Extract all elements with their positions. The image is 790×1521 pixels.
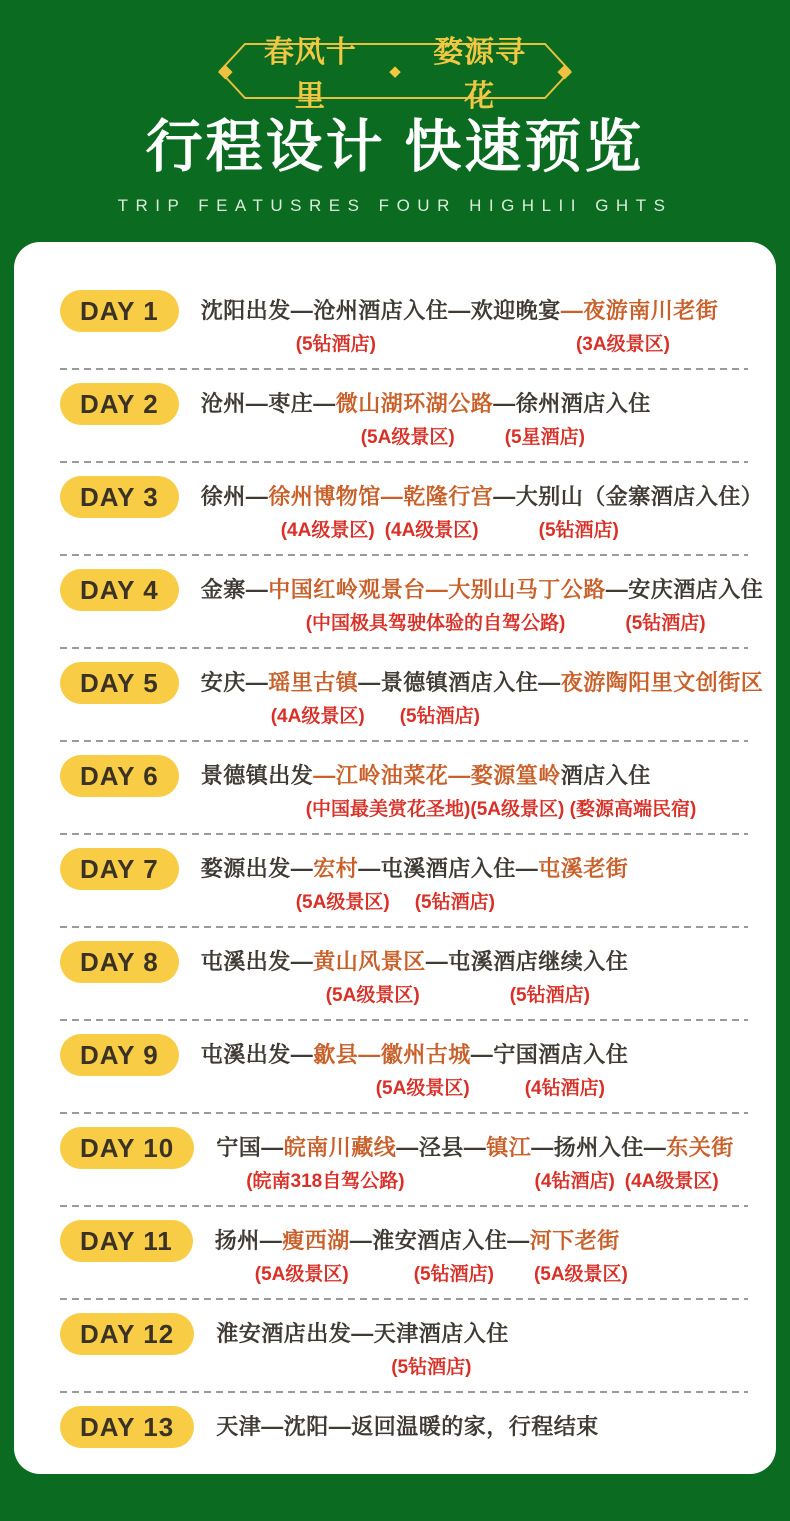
route-text: —淮安酒店入住— bbox=[349, 1227, 530, 1253]
day-11-pill: DAY 11 bbox=[60, 1220, 193, 1262]
day-9-pill: DAY 9 bbox=[60, 1034, 179, 1076]
day-6-pill: DAY 6 bbox=[60, 755, 179, 797]
day-7-content bbox=[201, 848, 748, 915]
itinerary-row-day-9 bbox=[60, 1034, 748, 1101]
route-line bbox=[201, 755, 748, 797]
note-label: (4A级景区) bbox=[384, 519, 479, 541]
note-line bbox=[201, 984, 748, 1008]
route-highlight: 夜游陶阳里文创街区 bbox=[560, 669, 764, 695]
page-title: 行程设计 快速预览 bbox=[145, 115, 645, 179]
note-label: (5钻酒店) bbox=[414, 891, 495, 913]
divider bbox=[60, 833, 748, 835]
page-subtitle: TRIP FEATUSRES FOUR HIGHLII GHTS bbox=[117, 195, 673, 215]
route-text: 婺源出发— bbox=[200, 855, 314, 881]
itinerary-row-day-10 bbox=[60, 1127, 748, 1194]
divider bbox=[60, 647, 748, 649]
route-highlight: 东关街 bbox=[666, 1134, 734, 1160]
diamond-separator-icon: ◆ bbox=[389, 63, 401, 80]
itinerary-row-day-6 bbox=[60, 755, 748, 822]
route-text: 景德镇出发 bbox=[200, 762, 314, 788]
note-label: (5钻酒店) bbox=[295, 333, 376, 355]
day-6-content bbox=[201, 755, 748, 822]
route-line bbox=[201, 1034, 748, 1076]
day-1-content bbox=[201, 290, 748, 357]
itinerary-row-day-3 bbox=[60, 476, 764, 543]
note-line bbox=[201, 612, 748, 636]
route-text: 沈阳出发—沧州酒店入住—欢迎晚宴 bbox=[200, 297, 561, 323]
day-10-pill: DAY 10 bbox=[60, 1127, 194, 1169]
route-text: 酒店入住 bbox=[560, 762, 651, 788]
route-text: —宁国酒店入住 bbox=[470, 1041, 629, 1067]
note-label: (5钻酒店) bbox=[538, 519, 619, 541]
itinerary-row-day-1 bbox=[60, 290, 748, 357]
note-label: (5A级景区) bbox=[295, 891, 390, 913]
day-4-content bbox=[200, 569, 764, 636]
day-2-content bbox=[201, 383, 748, 450]
note-label: (5钻酒店) bbox=[625, 612, 706, 634]
divider bbox=[60, 1205, 748, 1207]
note-label: (皖南318自驾公路) bbox=[246, 1170, 405, 1192]
route-highlight: 镇江 bbox=[486, 1134, 532, 1160]
day-9-content bbox=[201, 1034, 748, 1101]
route-text: 屯溪出发— bbox=[200, 948, 314, 974]
day-8-pill: DAY 8 bbox=[60, 941, 179, 983]
day-3-pill: DAY 3 bbox=[60, 476, 179, 518]
note-label: (5钻酒店) bbox=[413, 1263, 494, 1285]
route-text: 淮安酒店出发—天津酒店入住 bbox=[216, 1320, 509, 1346]
route-highlight: 宏村 bbox=[313, 855, 359, 881]
note-label: (5星酒店) bbox=[504, 426, 585, 448]
itinerary-row-day-2 bbox=[60, 383, 748, 450]
note-line bbox=[201, 891, 748, 915]
note-label: (4A级景区) bbox=[624, 1170, 719, 1192]
route-line bbox=[215, 1220, 748, 1262]
note-label: (4钻酒店) bbox=[534, 1170, 615, 1192]
note-line bbox=[215, 1263, 748, 1287]
day-1-pill: DAY 1 bbox=[60, 290, 179, 332]
itinerary-row-day-5 bbox=[60, 662, 764, 729]
route-highlight: 微山湖环湖公路 bbox=[335, 390, 494, 416]
route-text: 沧州—枣庄— bbox=[200, 390, 336, 416]
route-highlight: 中国红岭观景台—大别山马丁公路 bbox=[268, 576, 606, 602]
route-line bbox=[216, 1127, 748, 1169]
note-label: (5钻酒店) bbox=[509, 984, 590, 1006]
diamond-icon: ◆ bbox=[218, 60, 233, 82]
day-11-content bbox=[215, 1220, 748, 1287]
day-5-content bbox=[200, 662, 764, 729]
note-label: (5A级景区) bbox=[325, 984, 420, 1006]
itinerary-row-day-7 bbox=[60, 848, 748, 915]
day-12-content bbox=[216, 1313, 748, 1380]
day-5-pill: DAY 5 bbox=[60, 662, 179, 704]
badge-title-left: 春风十里 bbox=[263, 36, 357, 113]
note-label: (4A级景区) bbox=[280, 519, 375, 541]
badge-title-right: 婺源寻花 bbox=[433, 36, 527, 113]
day-12-pill: DAY 12 bbox=[60, 1313, 194, 1355]
day-8-content bbox=[201, 941, 748, 1008]
day-3-content bbox=[200, 476, 764, 543]
itinerary-row-day-8 bbox=[60, 941, 748, 1008]
note-label: (中国最美赏花圣地)(5A级景区) (婺源高端民宿) bbox=[305, 798, 697, 820]
route-line bbox=[216, 1313, 748, 1355]
note-label: (5A级景区) bbox=[360, 426, 455, 448]
day-13-content bbox=[216, 1406, 748, 1448]
itinerary-row-day-4 bbox=[60, 569, 764, 636]
route-text: —泾县— bbox=[396, 1134, 487, 1160]
note-line bbox=[201, 333, 748, 357]
poster-header bbox=[0, 0, 790, 216]
route-line bbox=[201, 290, 748, 332]
day-4-pill: DAY 4 bbox=[60, 569, 179, 611]
route-text: 徐州— bbox=[200, 483, 269, 509]
divider bbox=[60, 926, 748, 928]
note-label: (5钻酒店) bbox=[391, 1356, 472, 1378]
route-line bbox=[216, 1406, 748, 1448]
note-label: (5A级景区) bbox=[254, 1263, 349, 1285]
note-label: (3A级景区) bbox=[575, 333, 670, 355]
route-highlight: 瑶里古镇 bbox=[268, 669, 359, 695]
divider bbox=[60, 368, 748, 370]
day-13-pill: DAY 13 bbox=[60, 1406, 194, 1448]
route-text: —屯溪酒店继续入住 bbox=[425, 948, 629, 974]
day-7-pill: DAY 7 bbox=[60, 848, 179, 890]
route-highlight: 黄山风景区 bbox=[313, 948, 426, 974]
itinerary-row-day-12 bbox=[60, 1313, 748, 1380]
note-line bbox=[201, 798, 748, 822]
divider bbox=[60, 554, 748, 556]
divider bbox=[60, 461, 748, 463]
route-line bbox=[200, 476, 764, 518]
route-text: 扬州— bbox=[214, 1227, 283, 1253]
route-text: —景德镇酒店入住— bbox=[358, 669, 561, 695]
route-highlight: —夜游南川老街 bbox=[560, 297, 719, 323]
divider bbox=[60, 1019, 748, 1021]
route-text: —徐州酒店入住 bbox=[493, 390, 651, 416]
itinerary-row-day-13 bbox=[60, 1406, 748, 1448]
route-highlight: 徐州博物馆—乾隆行宫 bbox=[268, 483, 494, 509]
route-line bbox=[200, 662, 764, 704]
route-text: —屯溪酒店入住— bbox=[358, 855, 539, 881]
route-line bbox=[200, 569, 764, 611]
route-text: 屯溪出发— bbox=[200, 1041, 314, 1067]
route-line bbox=[201, 848, 748, 890]
route-highlight: 皖南川藏线 bbox=[283, 1134, 397, 1160]
note-label: (中国极具驾驶体验的自驾公路) bbox=[305, 612, 566, 634]
route-highlight: —江岭油菜花—婺源篁岭 bbox=[313, 762, 561, 788]
note-label: (4A级景区) bbox=[270, 705, 365, 727]
route-highlight: 屯溪老街 bbox=[538, 855, 629, 881]
divider bbox=[60, 1391, 748, 1393]
note-label: (5钻酒店) bbox=[399, 705, 480, 727]
note-line bbox=[216, 1170, 748, 1194]
itinerary-card bbox=[14, 242, 776, 1474]
itinerary-row-day-11 bbox=[60, 1220, 748, 1287]
note-label: (5A级景区) bbox=[375, 1077, 470, 1099]
event-badge bbox=[218, 36, 572, 113]
divider bbox=[60, 1298, 748, 1300]
route-text: 天津—沈阳—返回温暖的家，行程结束 bbox=[216, 1413, 599, 1439]
route-text: 金寨— bbox=[200, 576, 269, 602]
note-line bbox=[201, 519, 748, 543]
route-highlight: 瘦西湖 bbox=[282, 1227, 350, 1253]
divider bbox=[60, 740, 748, 742]
diamond-icon: ◆ bbox=[557, 60, 572, 82]
route-highlight: 河下老街 bbox=[529, 1227, 620, 1253]
route-text: —扬州入住— bbox=[531, 1134, 667, 1160]
route-highlight: 歙县—徽州古城 bbox=[313, 1041, 471, 1067]
route-text: —大别山（金寨酒店入住） bbox=[493, 483, 764, 509]
day-2-pill: DAY 2 bbox=[60, 383, 179, 425]
divider bbox=[60, 1112, 748, 1114]
route-line bbox=[201, 941, 748, 983]
route-line bbox=[201, 383, 748, 425]
note-line bbox=[201, 705, 748, 729]
note-line bbox=[201, 1077, 748, 1101]
note-line bbox=[216, 1356, 748, 1380]
note-label: (4钻酒店) bbox=[524, 1077, 605, 1099]
route-text: 宁国— bbox=[216, 1134, 284, 1160]
note-label: (5A级景区) bbox=[533, 1263, 628, 1285]
note-line bbox=[201, 426, 748, 450]
route-text: 安庆— bbox=[200, 669, 269, 695]
route-text: —安庆酒店入住 bbox=[605, 576, 764, 602]
day-10-content bbox=[216, 1127, 748, 1194]
